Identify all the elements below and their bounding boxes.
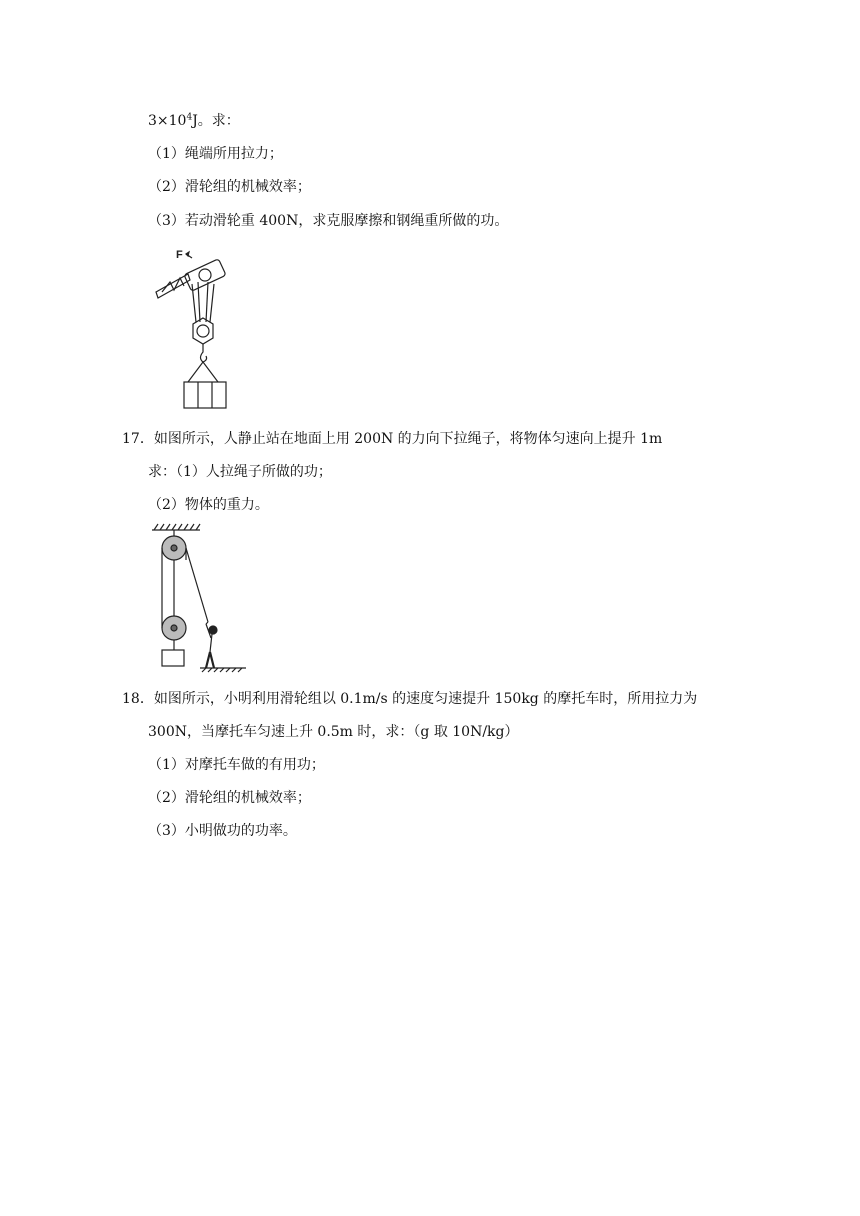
q17-stem: 17．如图所示，人静止站在地面上用 200N 的力向下拉绳子，将物体匀速向上提升 1m (122, 431, 663, 447)
q16-part-3: （3）若动滑轮重 400N，求克服摩擦和钢绳重所做的功。 (148, 213, 509, 229)
lower-pulley-block (193, 318, 213, 344)
top-pulley-housing (184, 259, 226, 291)
force-label: F (176, 249, 183, 261)
q18-stem-line-1: 18．如图所示，小明利用滑轮组以 0.1m/s 的速度匀速提升 150kg 的摩托车时，所用拉力为 (122, 691, 698, 707)
cargo-box (184, 382, 226, 408)
rope-4 (186, 548, 208, 622)
person-head (209, 626, 217, 634)
q18-part-1: （1）对摩托车做的有用功； (148, 757, 325, 773)
lower-pulley-wheel (197, 325, 209, 337)
q16-crane-pulley-figure (148, 242, 238, 414)
q16-intro-suffix: J。求： (192, 113, 240, 129)
q16-intro-exponent: 4 (186, 112, 193, 123)
q17-part-1: 求：（1）人拉绳子所做的功； (148, 464, 332, 480)
rope-right (210, 284, 214, 322)
q17-pulley-person-figure (148, 520, 248, 674)
hook (201, 344, 207, 362)
q17-part-2: （2）物体的重力。 (148, 497, 269, 513)
q16-intro (148, 112, 240, 130)
q18-stem-line-2: 300N，当摩托车匀速上升 0.5m 时，求：（g 取 10N/kg） (148, 724, 519, 740)
q18-part-2: （2）滑轮组的机械效率； (148, 790, 311, 806)
q16-part-1: （1）绳端所用拉力； (148, 146, 283, 162)
q16-part-2: （2）滑轮组的机械效率； (148, 179, 311, 195)
q16-intro-prefix: 3×10 (148, 113, 187, 129)
weight-box (162, 650, 184, 666)
q18-part-3: （3）小明做功的功率。 (148, 823, 297, 839)
top-pulley-wheel (199, 269, 211, 281)
